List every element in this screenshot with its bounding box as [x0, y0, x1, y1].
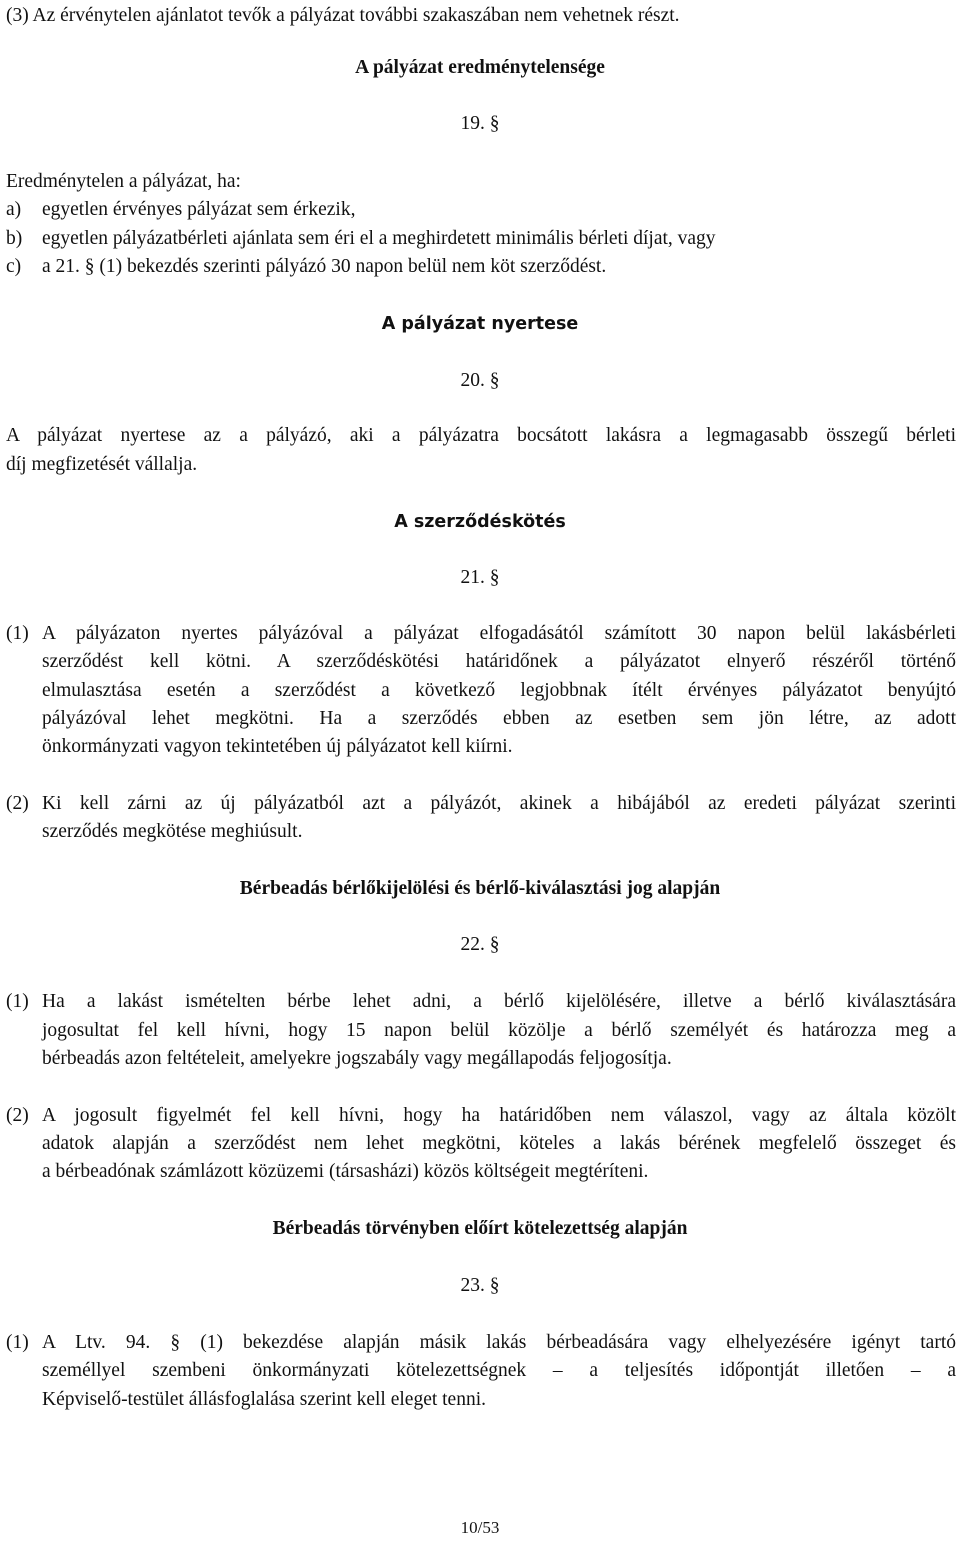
- section-23-number: 23. §: [460, 1275, 500, 1296]
- list-text: egyetlen érvényes pályázat sem érkezik,: [42, 199, 356, 220]
- paragraph-marker: (1): [6, 623, 29, 644]
- paragraph-line: szerződést kell kötni. A szerződéskötési határidőnek a pályázatot elnyerő részéről történő: [42, 651, 956, 672]
- paragraph-marker: (2): [6, 1105, 29, 1126]
- section-19-heading: A pályázat eredménytelensége: [355, 57, 605, 78]
- list-text: egyetlen pályázatbérleti ajánlata sem éri el a meghirdetett minimális bérleti díjat, vagy: [42, 228, 716, 249]
- paragraph-line: A Ltv. 94. § (1) bekezdése alapján másik lakás bérbeadására vagy elhelyezésére igényt tartó: [42, 1332, 956, 1353]
- section-19-number: 19. §: [460, 113, 500, 134]
- paragraph-line: Ha a lakást ismételten bérbe lehet adni, a bérlő kijelölésére, illetve a bérlő kiválasztására: [42, 991, 956, 1012]
- paragraph-line: bérbeadás azon feltételeit, amelyekre jogszabály vagy megállapodás feljogosítja.: [42, 1048, 672, 1069]
- paragraph-line: jogosultat fel kell hívni, hogy 15 napon belül közölje a bérlő személyét és határozza meg a: [42, 1020, 956, 1041]
- paragraph-line: A pályázaton nyertes pályázóval a pályázat elfogadásától számított 30 napon belül lakásbérleti: [42, 623, 956, 644]
- section-19-intro: Eredménytelen a pályázat, ha:: [6, 171, 241, 192]
- paragraph-line: Ki kell zárni az új pályázatból azt a pályázót, akinek a hibájából az eredeti pályázat szerinti: [42, 793, 956, 814]
- section-22-number: 22. §: [460, 934, 500, 955]
- paragraph-3-text: (3) Az érvénytelen ajánlatot tevők a pályázat további szakaszában nem vehetnek részt.: [6, 5, 680, 26]
- list-marker: c): [6, 256, 22, 277]
- section-22-heading: Bérbeadás bérlőkijelölési és bérlő-kiválasztási jog alapján: [239, 878, 721, 899]
- list-text: a 21. § (1) bekezdés szerinti pályázó 30 napon belül nem köt szerződést.: [42, 256, 607, 277]
- paragraph-line: személlyel szembeni önkormányzati kötelezettségnek – a teljesítés időpontját illetően – a: [42, 1360, 956, 1381]
- section-20-line: A pályázat nyertese az a pályázó, aki a pályázatra bocsátott lakásra a legmagasabb összegű bérleti: [6, 425, 956, 446]
- paragraph-line: önkormányzati vagyon tekintetében új pályázatot kell kiírni.: [42, 736, 513, 757]
- section-20-number: 20. §: [460, 370, 500, 391]
- paragraph-marker: (1): [6, 1332, 29, 1353]
- paragraph-line: A jogosult figyelmét fel kell hívni, hogy ha határidőben nem válaszol, vagy az általa közölt: [42, 1105, 956, 1126]
- section-21-number: 21. §: [460, 567, 500, 588]
- paragraph-line: adatok alapján a szerződést nem lehet megkötni, köteles a lakás bérének megfelelő összeget és: [42, 1133, 956, 1154]
- list-marker: b): [6, 228, 23, 249]
- paragraph-marker: (2): [6, 793, 29, 814]
- section-23-heading: Bérbeadás törvényben előírt kötelezettség alapján: [272, 1218, 688, 1239]
- section-20-line: díj megfizetését vállalja.: [6, 454, 198, 475]
- paragraph-marker: (1): [6, 991, 29, 1012]
- page-number: 10/53: [460, 1518, 500, 1537]
- paragraph-line: a bérbeadónak számlázott közüzemi (társasházi) közös költségeit megtéríteni.: [42, 1161, 649, 1182]
- paragraph-line: pályázóval lehet megkötni. Ha a szerződés ebben az esetben sem jön létre, az adott: [42, 708, 956, 729]
- section-21-heading: A szerződéskötés: [394, 512, 566, 532]
- list-item: [6, 227, 956, 251]
- paragraph-line: szerződés megkötése meghiúsult.: [42, 821, 303, 842]
- list-marker: a): [6, 199, 22, 220]
- section-20-heading: A pályázat nyertese: [381, 314, 579, 334]
- list-item: [6, 255, 956, 279]
- paragraph-line: elmulasztása esetén a szerződést a következő legjobbnak ítélt érvényes pályázatot benyújtó: [42, 680, 956, 701]
- list-item: [6, 198, 956, 222]
- paragraph-line: Képviselő-testület állásfoglalása szerint kell eleget tenni.: [42, 1389, 487, 1410]
